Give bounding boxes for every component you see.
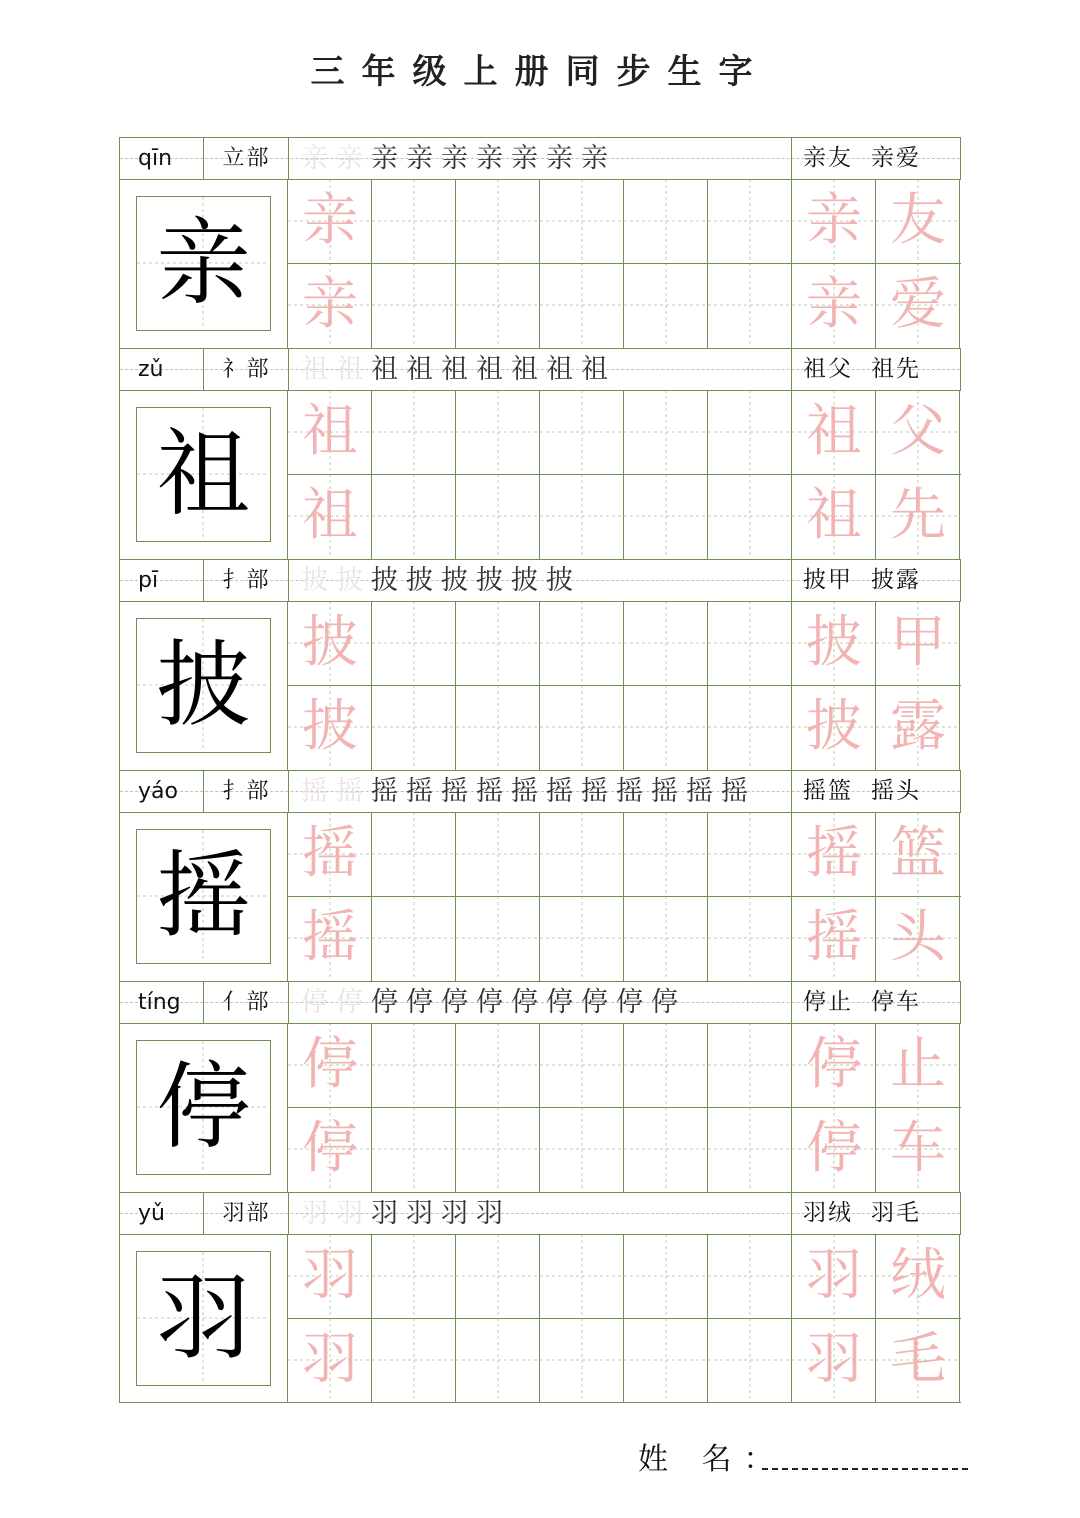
example-words <box>793 771 960 812</box>
character-header-row <box>119 981 961 1023</box>
stroke-order-sequence <box>289 1193 792 1234</box>
character-header-row <box>119 1192 961 1234</box>
stroke-step: 停 <box>406 987 433 1018</box>
stroke-step: 羽 <box>441 1198 468 1229</box>
trace-character: 亲 <box>806 188 862 253</box>
stroke-step: 羽 <box>476 1198 503 1229</box>
example-words <box>793 1193 960 1234</box>
stroke-step: 祖 <box>336 354 363 385</box>
trace-character: 摇 <box>302 905 358 970</box>
stroke-step: 祖 <box>476 354 503 385</box>
stroke-step: 披 <box>511 565 538 596</box>
trace-character: 毛 <box>890 1327 946 1392</box>
character-block <box>119 1192 961 1403</box>
character-block <box>119 137 961 348</box>
example-word: 披甲 <box>803 567 853 593</box>
trace-character: 甲 <box>890 610 946 675</box>
stroke-step: 摇 <box>441 776 468 807</box>
stroke-step: 羽 <box>301 1198 328 1229</box>
stroke-step: 摇 <box>371 776 398 807</box>
stroke-step: 亲 <box>406 143 433 174</box>
stroke-order-sequence <box>289 138 792 179</box>
name-label: 姓 名： <box>638 1442 786 1477</box>
trace-character: 绒 <box>890 1243 946 1308</box>
stroke-step: 停 <box>371 987 398 1018</box>
stroke-step: 亲 <box>371 143 398 174</box>
radical-label: 亻部 <box>205 982 289 1023</box>
stroke-order-sequence <box>289 349 792 390</box>
pinyin-label: tíng <box>120 982 204 1023</box>
character-block <box>119 981 961 1192</box>
stroke-step: 亲 <box>476 143 503 174</box>
stroke-step: 停 <box>476 987 503 1018</box>
trace-character: 头 <box>890 905 946 970</box>
trace-character: 爱 <box>890 272 946 337</box>
example-words <box>793 560 960 601</box>
practice-sheet <box>119 137 961 1403</box>
example-word: 停车 <box>871 989 921 1015</box>
trace-character: 先 <box>890 483 946 548</box>
pinyin-label: yáo <box>120 771 204 812</box>
stroke-step: 祖 <box>406 354 433 385</box>
pinyin-label: zǔ <box>120 349 204 390</box>
pinyin-label: yǔ <box>120 1193 204 1234</box>
radical-label: 扌部 <box>205 560 289 601</box>
example-word: 亲爱 <box>871 145 921 171</box>
trace-character: 羽 <box>302 1243 358 1308</box>
trace-character: 止 <box>890 1032 946 1097</box>
stroke-step: 停 <box>301 987 328 1018</box>
main-character: 羽 <box>136 1251 271 1386</box>
stroke-step: 祖 <box>301 354 328 385</box>
stroke-step: 停 <box>511 987 538 1018</box>
stroke-step: 披 <box>336 565 363 596</box>
stroke-order-sequence <box>289 982 792 1023</box>
stroke-step: 停 <box>336 987 363 1018</box>
stroke-step: 摇 <box>336 776 363 807</box>
stroke-step: 披 <box>406 565 433 596</box>
stroke-step: 祖 <box>371 354 398 385</box>
main-character: 亲 <box>136 196 271 331</box>
example-word: 亲友 <box>803 145 853 171</box>
radical-label: 羽部 <box>205 1193 289 1234</box>
page-title: 三年级上册同步生字 <box>310 52 770 92</box>
stroke-step: 祖 <box>581 354 608 385</box>
trace-character: 亲 <box>302 272 358 337</box>
trace-character: 披 <box>302 694 358 759</box>
example-words <box>793 982 960 1023</box>
stroke-order-sequence <box>289 560 792 601</box>
stroke-step: 摇 <box>686 776 713 807</box>
stroke-step: 披 <box>476 565 503 596</box>
trace-character: 车 <box>890 1116 946 1181</box>
stroke-step: 披 <box>546 565 573 596</box>
example-word: 祖先 <box>871 356 921 382</box>
stroke-step: 祖 <box>511 354 538 385</box>
trace-character: 篮 <box>890 821 946 886</box>
character-block <box>119 770 961 981</box>
trace-character: 祖 <box>806 399 862 464</box>
stroke-step: 祖 <box>441 354 468 385</box>
stroke-step: 摇 <box>511 776 538 807</box>
example-word: 摇头 <box>871 778 921 804</box>
character-header-row <box>119 137 961 179</box>
stroke-step: 祖 <box>546 354 573 385</box>
character-header-row <box>119 770 961 812</box>
stroke-step: 停 <box>651 987 678 1018</box>
trace-character: 摇 <box>806 821 862 886</box>
stroke-step: 亲 <box>546 143 573 174</box>
trace-character: 祖 <box>302 399 358 464</box>
example-word: 摇篮 <box>803 778 853 804</box>
stroke-step: 亲 <box>441 143 468 174</box>
trace-character: 披 <box>806 694 862 759</box>
stroke-step: 披 <box>301 565 328 596</box>
stroke-step: 摇 <box>546 776 573 807</box>
stroke-step: 披 <box>371 565 398 596</box>
radical-label: 立部 <box>205 138 289 179</box>
stroke-step: 亲 <box>511 143 538 174</box>
stroke-step: 摇 <box>616 776 643 807</box>
stroke-step: 摇 <box>301 776 328 807</box>
example-word: 羽绒 <box>803 1200 853 1226</box>
trace-character: 停 <box>302 1032 358 1097</box>
stroke-order-sequence <box>289 771 792 812</box>
character-header-row <box>119 559 961 601</box>
trace-character: 祖 <box>806 483 862 548</box>
stroke-step: 羽 <box>371 1198 398 1229</box>
name-blank[interactable] <box>762 1468 968 1470</box>
stroke-step: 羽 <box>336 1198 363 1229</box>
example-word: 停止 <box>803 989 853 1015</box>
pinyin-label: pī <box>120 560 204 601</box>
stroke-step: 摇 <box>406 776 433 807</box>
stroke-step: 披 <box>441 565 468 596</box>
main-character: 祖 <box>136 407 271 542</box>
radical-label: 礻部 <box>205 349 289 390</box>
stroke-step: 停 <box>581 987 608 1018</box>
trace-character: 亲 <box>806 272 862 337</box>
trace-character: 摇 <box>806 905 862 970</box>
stroke-step: 停 <box>441 987 468 1018</box>
stroke-step: 摇 <box>581 776 608 807</box>
stroke-step: 亲 <box>336 143 363 174</box>
character-block <box>119 559 961 770</box>
example-word: 祖父 <box>803 356 853 382</box>
stroke-step: 亲 <box>581 143 608 174</box>
example-word: 披露 <box>871 567 921 593</box>
example-words <box>793 349 960 390</box>
main-character: 摇 <box>136 829 271 964</box>
trace-character: 披 <box>302 610 358 675</box>
trace-character: 友 <box>890 188 946 253</box>
trace-character: 披 <box>806 610 862 675</box>
stroke-step: 停 <box>546 987 573 1018</box>
trace-character: 羽 <box>806 1327 862 1392</box>
trace-character: 亲 <box>302 188 358 253</box>
trace-character: 摇 <box>302 821 358 886</box>
trace-character: 祖 <box>302 483 358 548</box>
stroke-step: 停 <box>616 987 643 1018</box>
trace-character: 父 <box>890 399 946 464</box>
main-character: 停 <box>136 1040 271 1175</box>
trace-character: 羽 <box>806 1243 862 1308</box>
trace-character: 露 <box>890 694 946 759</box>
trace-character: 停 <box>806 1116 862 1181</box>
stroke-step: 羽 <box>406 1198 433 1229</box>
pinyin-label: qīn <box>120 138 204 179</box>
trace-character: 羽 <box>302 1327 358 1392</box>
trace-character: 停 <box>302 1116 358 1181</box>
stroke-step: 摇 <box>476 776 503 807</box>
radical-label: 扌部 <box>205 771 289 812</box>
character-block <box>119 348 961 559</box>
example-words <box>793 138 960 179</box>
stroke-step: 亲 <box>301 143 328 174</box>
example-word: 羽毛 <box>871 1200 921 1226</box>
character-header-row <box>119 348 961 390</box>
stroke-step: 摇 <box>651 776 678 807</box>
main-character: 披 <box>136 618 271 753</box>
trace-character: 停 <box>806 1032 862 1097</box>
stroke-step: 摇 <box>721 776 748 807</box>
